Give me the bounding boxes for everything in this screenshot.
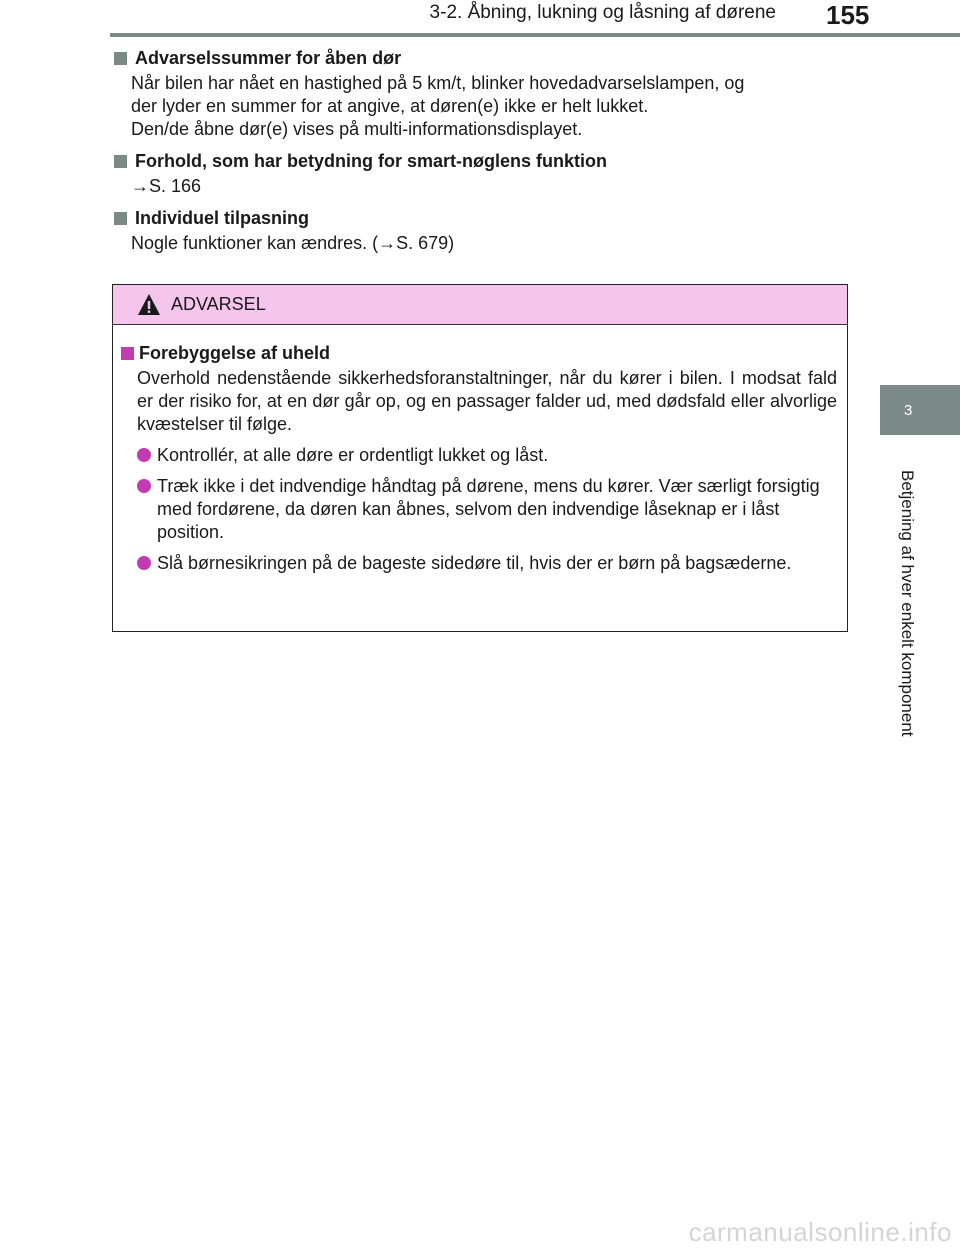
- warning-bullet: [137, 552, 837, 575]
- body-line: der lyder en summer for at angive, at døren(e) ikke er helt lukket.: [131, 96, 649, 116]
- header-divider: [110, 33, 960, 37]
- bullet-text: Kontrollér, at alle døre er ordentligt lukket og låst.: [157, 445, 549, 465]
- item-smart-key-conditions: [110, 147, 850, 198]
- body-text: Nogle funktioner kan ændres. (: [131, 233, 379, 253]
- item-heading: [110, 147, 850, 175]
- chapter-label: Betjening af hver enkelt komponent: [898, 470, 917, 737]
- warning-triangle-icon: [137, 293, 161, 317]
- item-heading: [110, 44, 850, 72]
- square-bullet-icon: [114, 52, 127, 65]
- arrow-right-icon: →: [378, 233, 397, 253]
- warning-title: ADVARSEL: [171, 294, 266, 314]
- page-number: 155: [826, 0, 870, 30]
- warning-intro: Overhold nedenstående sikkerhedsforanstaltninger, når du kører i bilen. I modsat fald er der risiko for, at en dør går op, og en passager falder ud, med dødsfald eller alvorlige kvæstelser til følge.: [137, 368, 837, 434]
- item-customization: [110, 204, 850, 255]
- warning-content: [113, 325, 847, 575]
- page-reference-link[interactable]: S. 679): [396, 233, 455, 253]
- warning-header: [113, 285, 847, 325]
- item-body: [131, 232, 850, 255]
- bullet-text: Træk ikke i det indvendige håndtag på dørene, mens du kører. Vær særligt forsigtig med fordørene, da døren kan åbnes, selvom den indvendige låseknap er i låst position.: [157, 476, 820, 542]
- item-heading: [110, 204, 850, 232]
- page-header: [0, 0, 960, 32]
- circle-bullet-icon: [137, 479, 151, 493]
- warning-heading-text: Forebyggelse af uheld: [139, 343, 331, 363]
- watermark: carmanualsonline.info: [688, 1217, 952, 1247]
- body-line: Når bilen har nået en hastighed på 5 km/t, blinker hovedadvarselslampen, og: [131, 73, 745, 93]
- chapter-tab: [880, 385, 960, 435]
- item-body: [131, 72, 850, 141]
- item-body: [131, 175, 850, 198]
- square-bullet-icon: [121, 347, 134, 360]
- square-bullet-icon: [114, 155, 127, 168]
- item-heading-text: Advarselssummer for åben dør: [135, 48, 402, 68]
- main-content: [110, 44, 850, 261]
- arrow-right-icon: →: [131, 176, 149, 196]
- warning-bullet: [137, 475, 837, 544]
- warning-box: [112, 284, 848, 632]
- warning-heading: [121, 339, 837, 367]
- section-title: 3-2. Åbning, lukning og låsning af dørene: [429, 2, 776, 23]
- item-heading-text: Individuel tilpasning: [135, 208, 310, 228]
- body-line: Den/de åbne dør(e) vises på multi-informationsdisplayet.: [131, 119, 583, 139]
- circle-bullet-icon: [137, 448, 151, 462]
- item-heading-text: Forhold, som har betydning for smart-nøglens funktion: [135, 151, 607, 171]
- circle-bullet-icon: [137, 556, 151, 570]
- item-door-open-buzzer: [110, 44, 850, 141]
- square-bullet-icon: [114, 212, 127, 225]
- bullet-text: Slå børnesikringen på de bageste sidedøre til, hvis der er børn på bagsæderne.: [157, 553, 792, 573]
- warning-bullet: [137, 444, 837, 467]
- chapter-number: 3: [904, 402, 913, 419]
- page-reference-link[interactable]: S. 166: [149, 176, 202, 196]
